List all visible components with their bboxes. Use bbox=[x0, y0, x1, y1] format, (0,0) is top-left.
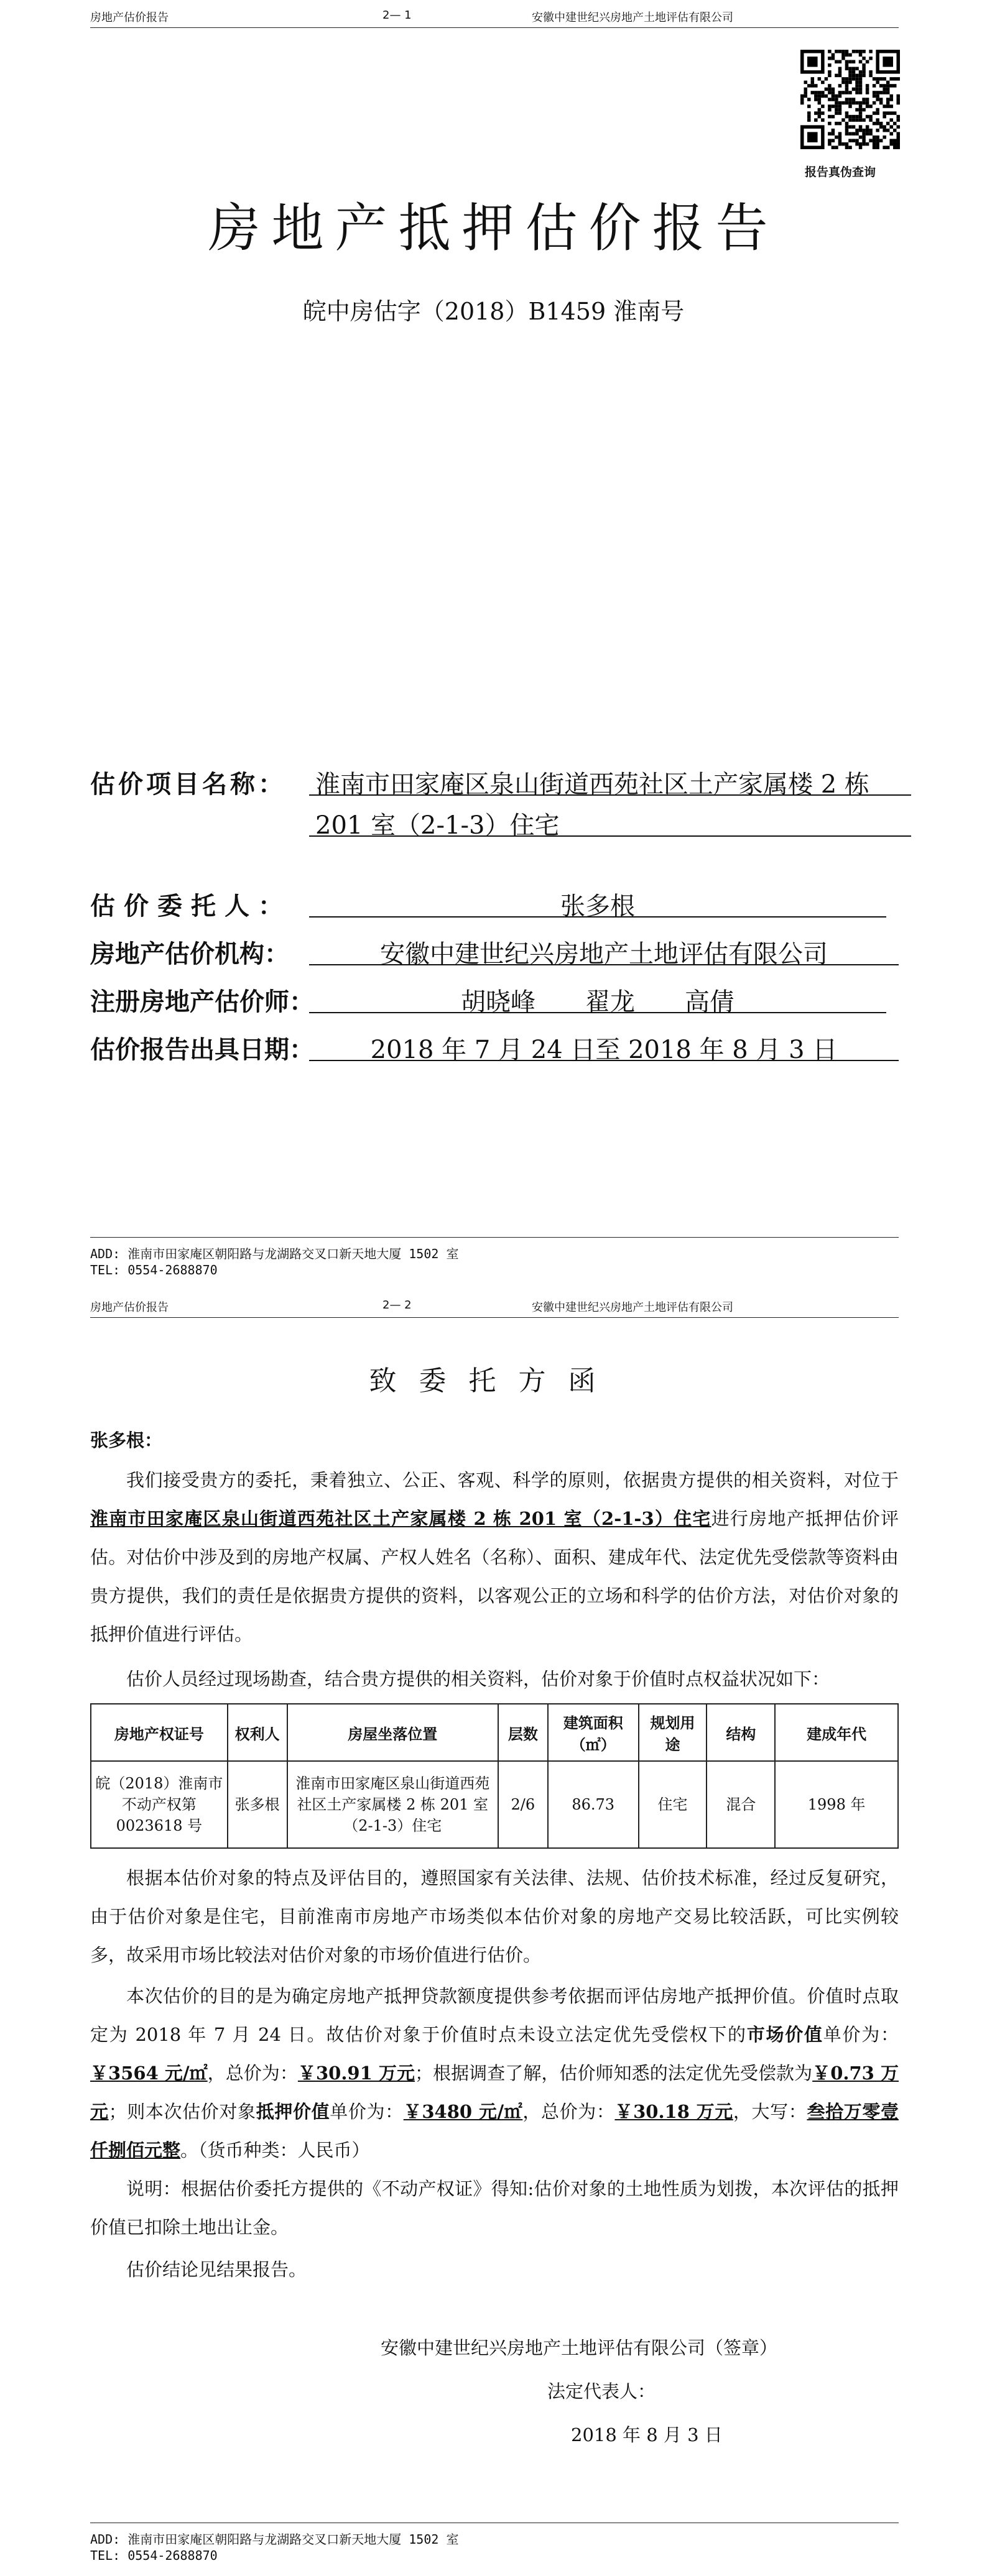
footer-address: ADD: 淮南市田家庵区朝阳路与龙湖路交叉口新天地大厦 1502 室 bbox=[90, 1246, 459, 1261]
legal-representative: 法定代表人： bbox=[547, 2381, 656, 2402]
col-header: 建筑面积（㎡） bbox=[548, 1704, 639, 1761]
market-value-label: 市场价值 bbox=[746, 2024, 823, 2045]
header-company-name: 安徽中建世纪兴房地产土地评估有限公司 bbox=[532, 11, 733, 24]
table-cell: 2/6 bbox=[498, 1761, 548, 1848]
valuation-text: ，大写： bbox=[733, 2101, 807, 2122]
table-cell: 住宅 bbox=[639, 1761, 707, 1848]
col-header: 权利人 bbox=[228, 1704, 287, 1761]
table-cell: 皖（2018）淮南市不动产权第 0023618 号 bbox=[91, 1761, 228, 1848]
letter-title: 致委托方函 bbox=[369, 1365, 618, 1397]
paragraph-conclusion: 估价结论见结果报告。 bbox=[126, 2259, 307, 2280]
project-name-line1: 淮南市田家庵区泉山街道西苑社区土产家属楼 2 栋 bbox=[309, 765, 911, 796]
amount-in-words: 叁拾万零壹仟捌佰元整 bbox=[90, 2101, 899, 2161]
report-date-label: 估价报告出具日期： bbox=[90, 1036, 314, 1064]
property-info-table bbox=[90, 1703, 899, 1849]
header-rule bbox=[90, 1317, 899, 1318]
table-cell: 淮南市田家庵区泉山街道西苑社区土产家属楼 2 栋 201 室（2-1-3）住宅 bbox=[287, 1761, 498, 1848]
agency-row bbox=[90, 934, 911, 969]
page1-running-header bbox=[90, 6, 899, 31]
client-value: 张多根 bbox=[309, 886, 886, 918]
header-company-name: 安徽中建世纪兴房地产土地评估有限公司 bbox=[532, 1301, 733, 1314]
table-cell: 混合 bbox=[707, 1761, 775, 1848]
project-name-row bbox=[90, 765, 911, 839]
agency-label: 房地产估价机构： bbox=[90, 940, 289, 968]
table-cell: 1998 年 bbox=[775, 1761, 898, 1848]
appraisers-label: 注册房地产估价师： bbox=[90, 988, 314, 1016]
paragraph-survey: 估价人员经过现场勘查，结合贵方提供的相关资料，估价对象于价值时点权益状况如下： bbox=[126, 1668, 830, 1690]
appraisers-row bbox=[90, 982, 911, 1017]
market-unit-price: ￥3564 元/㎡ bbox=[90, 2063, 208, 2084]
footer-rule bbox=[90, 1237, 899, 1238]
valuation-text: ；根据调查了解，估价师知悉的法定优先受偿款为 bbox=[415, 2063, 813, 2084]
mortgage-total-price: ￥30.18 万元 bbox=[614, 2101, 733, 2122]
appraisers-value: 胡晓峰 翟龙 高倩 bbox=[309, 982, 886, 1013]
valuation-text: ；则本次估价对象 bbox=[108, 2101, 256, 2122]
valuation-text: ，总价为： bbox=[207, 2063, 298, 2084]
qr-code-icon[interactable] bbox=[800, 50, 900, 149]
footer-phone: TEL: 0554-2688870 bbox=[90, 2548, 218, 2563]
footer-phone: TEL: 0554-2688870 bbox=[90, 1263, 218, 1277]
agency-value: 安徽中建世纪兴房地产土地评估有限公司 bbox=[309, 934, 899, 965]
property-address-bold: 淮南市田家庵区泉山街道西苑社区土产家属楼 2 栋 201 室（2-1-3）住宅 bbox=[90, 1508, 711, 1529]
paragraph-intro bbox=[90, 1461, 899, 1654]
valuation-text: 单价为： bbox=[823, 2024, 899, 2045]
signature-company: 安徽中建世纪兴房地产土地评估有限公司（签章） bbox=[381, 2337, 778, 2358]
client-row bbox=[90, 886, 911, 921]
project-name-line2: 201 室（2-1-3）住宅 bbox=[309, 806, 911, 837]
page2-running-header bbox=[90, 1296, 899, 1321]
signature-date: 2018 年 8 月 3 日 bbox=[571, 2424, 723, 2445]
header-page-number: 2— 1 bbox=[382, 9, 412, 22]
header-rule bbox=[90, 27, 899, 28]
footer-address: ADD: 淮南市田家庵区朝阳路与龙湖路交叉口新天地大厦 1502 室 bbox=[90, 2532, 459, 2547]
table-header-row bbox=[91, 1704, 898, 1761]
report-date-value: 2018 年 7 月 24 日至 2018 年 8 月 3 日 bbox=[309, 1030, 899, 1061]
project-name-label: 估价项目名称： bbox=[90, 770, 286, 799]
page1-footer bbox=[90, 1237, 899, 1281]
market-total-price: ￥30.91 万元 bbox=[297, 2063, 415, 2084]
intro-text-a: 我们接受贵方的委托，秉着独立、公正、客观、科学的原则，依据贵方提供的相关资料，对位于 bbox=[126, 1470, 899, 1491]
paragraph-method: 根据本估价对象的特点及评估目的，遵照国家有关法律、法规、估价技术标准，经过反复研究，由于估价对象是住宅，目前淮南市房地产市场类似本估价对象的房地产交易比较活跃，可比实例较多，故采用市场比较法对估价对象的市场价值进行估价。 bbox=[90, 1867, 899, 1966]
paragraph-valuation bbox=[90, 1977, 899, 2169]
mortgage-value-label: 抵押价值 bbox=[256, 2101, 330, 2122]
page2-footer bbox=[90, 2523, 899, 2567]
report-number: 皖中房估字（2018）B1459 淮南号 bbox=[302, 298, 685, 325]
client-label: 估价委托人： bbox=[90, 892, 292, 921]
table-cell: 张多根 bbox=[228, 1761, 287, 1848]
qr-caption: 报告真伪查询 bbox=[805, 165, 876, 179]
valuation-text: ，总价为： bbox=[522, 2101, 615, 2122]
paragraph-note: 说明：根据估价委托方提供的《不动产权证》得知:估价对象的土地性质为划拨，本次评估的抵押价值已扣除土地出让金。 bbox=[90, 2178, 899, 2238]
header-page-number: 2— 2 bbox=[382, 1299, 412, 1312]
header-left-text: 房地产估价报告 bbox=[90, 1301, 169, 1314]
header-left-text: 房地产估价报告 bbox=[90, 11, 169, 24]
priority-payment: ￥0.73 万元 bbox=[90, 2063, 899, 2122]
intro-text-b: 进行房地产抵押估价评估。对估价中涉及到的房地产权属、产权人姓名（名称）、面积、建成年代、法定优先受偿款等资料由贵方提供，我们的责任是依据贵方提供的资料，以客观公正的立场和科学的估价方法，对估价对象的抵押价值进行评估。 bbox=[90, 1508, 899, 1645]
valuation-text: 。（货币种类：人民币） bbox=[180, 2140, 370, 2161]
valuation-text: 本次估价的目的是为确定房地产抵押贷款额度提供参考依据而评估房地产抵押价值。价值时点取定为 2018 年 7 月 24 日。故估价对象于价值时点未设立法定优先受偿权下的 bbox=[90, 1985, 899, 2045]
table-row bbox=[91, 1761, 898, 1848]
mortgage-unit-price: ￥3480 元/㎡ bbox=[403, 2101, 523, 2122]
valuation-text: 单价为： bbox=[330, 2101, 404, 2122]
col-header: 规划用途 bbox=[639, 1704, 707, 1761]
col-header: 层数 bbox=[498, 1704, 548, 1761]
report-date-row bbox=[90, 1030, 911, 1065]
salutation: 张多根： bbox=[90, 1430, 163, 1451]
col-header: 建成年代 bbox=[775, 1704, 898, 1761]
table-cell: 86.73 bbox=[548, 1761, 639, 1848]
col-header: 房屋坐落位置 bbox=[287, 1704, 498, 1761]
col-header: 结构 bbox=[707, 1704, 775, 1761]
cover-title: 房地产抵押估价报告 bbox=[208, 198, 779, 259]
col-header: 房地产权证号 bbox=[91, 1704, 228, 1761]
